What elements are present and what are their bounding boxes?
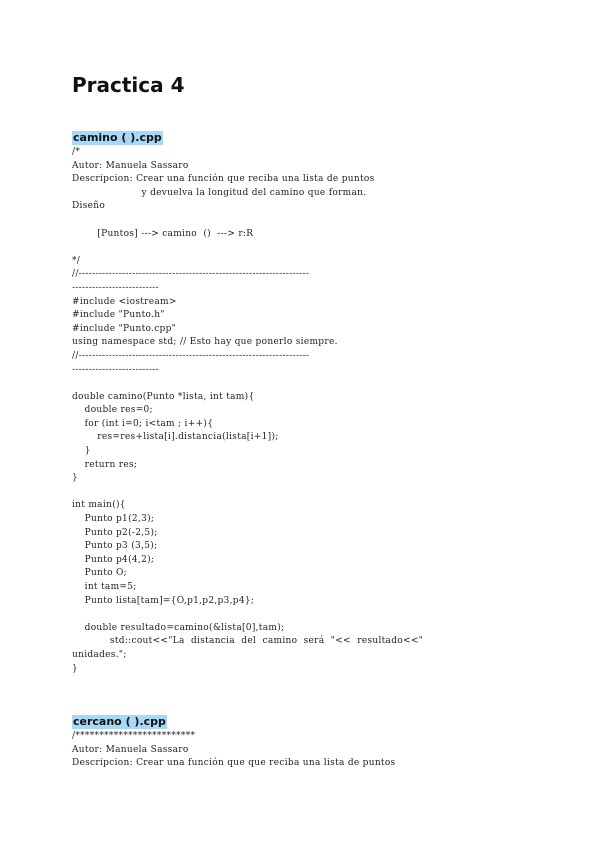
code-section-cercano <box>72 712 532 771</box>
file-heading: camino ( ).cpp <box>73 131 162 144</box>
code-block: /* Autor: Manuela Sassaro Descripcion: Crear una función que reciba una lista de puntos y devuelva la longitud del camino que forman. Diseño [Puntos] ---> camino () ---> r:R */ //--------------------------------------------------------------------- -------------------------- #include <iostream> #include "Punto.h" #include "Punto.cpp" using namespace std; // Esto hay que ponerlo siempre. //--------------------------------------------------------------------- -------------------------- double camino(Punto *lista, int tam){ double res=0; for (int i=0; i<tam ; i++){ res=res+lista[i].distancia(lista[i+1]); } return res; } int main(){ Punto p1(2,3); Punto p2(-2,5); Punto p3 (3,5); Punto p4(4,2); Punto O; int tam=5; Punto lista[tam]={O,p1,p2,p3,p4}; double resultado=camino(&lista[0],tam); std::cout<<"La distancia del camino será "<< resultado<<" unidades."; } <box>72 147 424 674</box>
code-block: /************************* Autor: Manuela Sassaro Descripcion: Crear una función que que reciba una lista de puntos <box>72 731 396 769</box>
code-section-camino <box>72 128 532 676</box>
file-heading: cercano ( ).cpp <box>73 715 166 728</box>
page-title: Practica 4 <box>72 73 185 97</box>
